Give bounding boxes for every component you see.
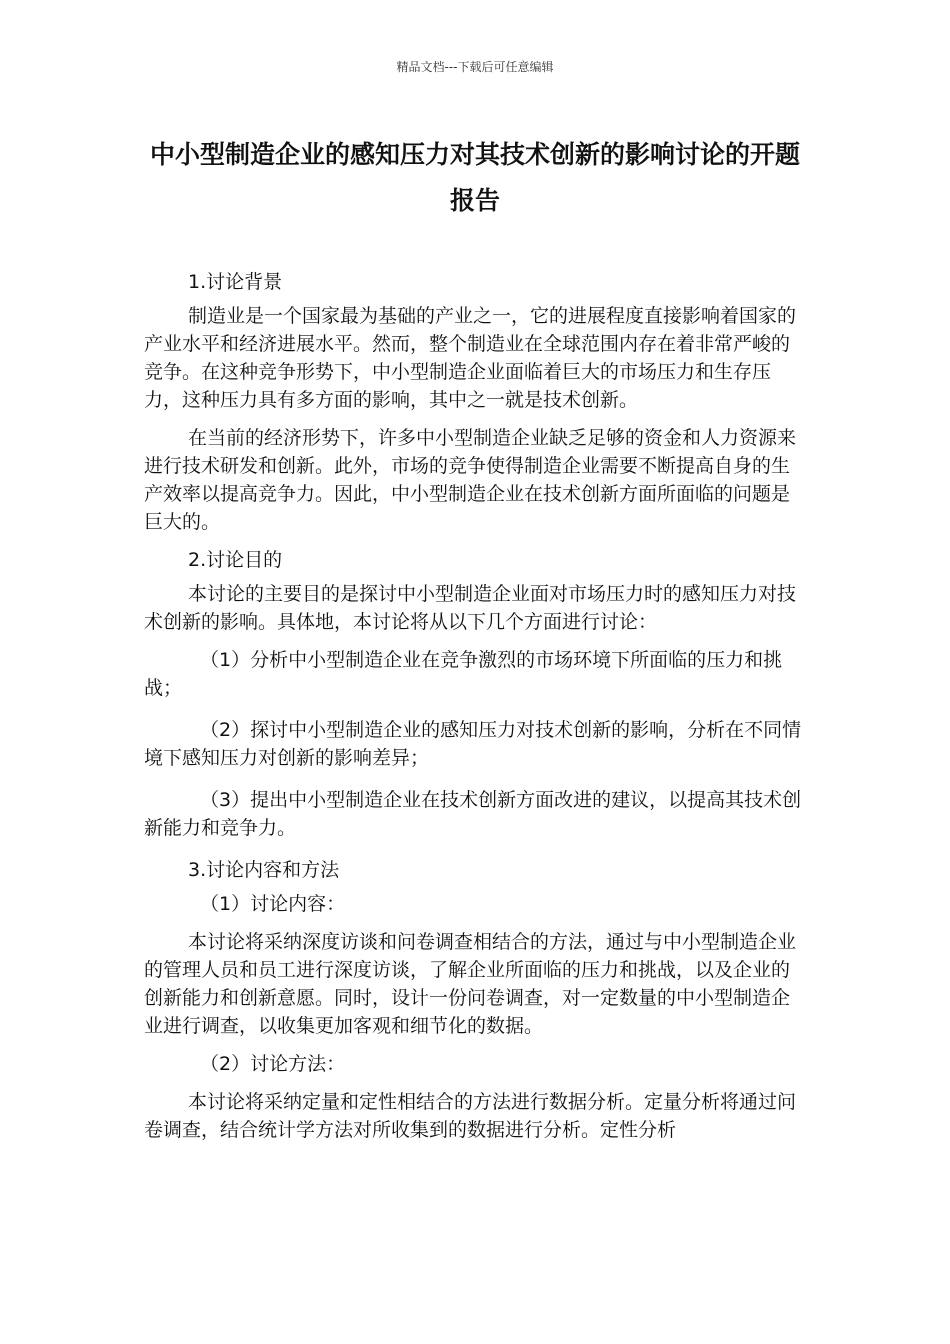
- section-3-paragraph-2: 本讨论将采纳定量和定性相结合的方法进行数据分析。定量分析将通过问卷调查，结合统计学方法对所收集到的数据进行分析。定性分析: [144, 1091, 797, 1141]
- page-header: 精品文档---下载后可任意编辑: [396, 60, 554, 74]
- section-1-paragraph-2: 在当前的经济形势下，许多中小型制造企业缺乏足够的资金和人力资源来进行技术研发和创新。此外，市场的竞争使得制造企业需要不断提高自身的生产效率以提高竞争力。因此，中小型制造企业在技术创新方面所面临的问题是巨大的。: [144, 427, 797, 533]
- document-body: [144, 268, 806, 1154]
- document-title: 中小型制造企业的感知压力对其技术创新的影响讨论的开题报告: [149, 140, 800, 215]
- section-2-heading: 2.讨论目的: [188, 549, 283, 571]
- section-2-item-2: （2）探讨中小型制造企业的感知压力对技术创新的影响，分析在不同情境下感知压力对创新的影响差异；: [144, 719, 802, 769]
- section-2-paragraph-1: 本讨论的主要目的是探讨中小型制造企业面对市场压力时的感知压力对技术创新的影响。具体地，本讨论将从以下几个方面进行讨论：: [144, 583, 797, 633]
- section-3-subheading-2: （2）讨论方法：: [200, 1053, 346, 1075]
- section-3-subheading-1: （1）讨论内容：: [200, 893, 346, 915]
- section-1-heading: 1.讨论背景: [188, 271, 283, 293]
- section-2-item-1: （1）分析中小型制造企业在竞争激烈的市场环境下所面临的压力和挑战；: [144, 649, 783, 699]
- section-2-item-3: （3）提出中小型制造企业在技术创新方面改进的建议，以提高其技术创新能力和竞争力。: [144, 789, 802, 839]
- section-3-paragraph-1: 本讨论将采纳深度访谈和问卷调查相结合的方法，通过与中小型制造企业的管理人员和员工进行深度访谈，了解企业所面临的压力和挑战，以及企业的创新能力和创新意愿。同时，设计一份问卷调查，对一定数量的中小型制造企业进行调查，以收集更加客观和细节化的数据。: [144, 931, 797, 1037]
- section-1-paragraph-1: 制造业是一个国家最为基础的产业之一，它的进展程度直接影响着国家的产业水平和经济进展水平。然而，整个制造业在全球范围内存在着非常严峻的竞争。在这种竞争形势下，中小型制造企业面临着巨大的市场压力和生存压力，这种压力具有多方面的影响，其中之一就是技术创新。: [144, 305, 797, 411]
- section-3-heading: 3.讨论内容和方法: [188, 859, 340, 881]
